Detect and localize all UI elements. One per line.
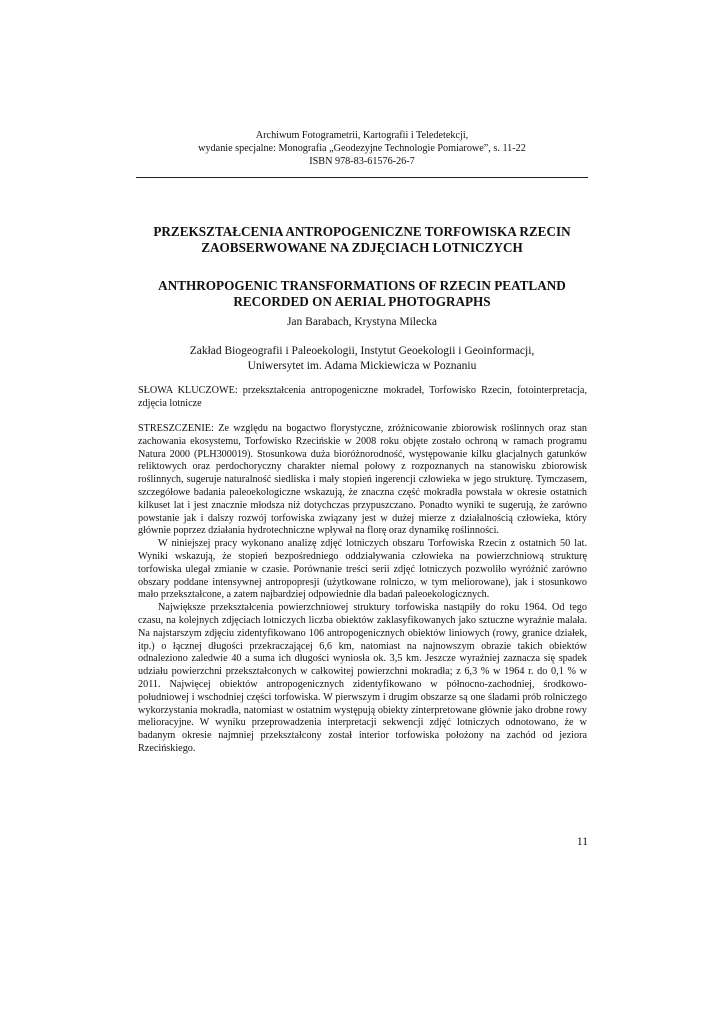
- title-polish-line-2: ZAOBSERWOWANE NA ZDJĘCIACH LOTNICZYCH: [201, 240, 523, 255]
- affiliation: [136, 344, 588, 374]
- abstract: [138, 423, 587, 756]
- header-divider: [136, 177, 588, 178]
- journal-name: Archiwum Fotogrametrii, Kartografii i Teledetekcji,: [255, 130, 469, 141]
- abstract-paragraph-1: STRESZCZENIE: Ze względu na bogactwo florystyczne, zróżnicowanie zbiorowisk roślinnych oraz stan zachowania ekosystemu, Torfowisko Rzecińskie w 2008 roku objęte zostało ochroną w ramach programu Natura 2000 (PLH300019). Stosunkowa duża bioróżnorodność, występowanie kilku glacjalnych gatunków reliktowych oraz perdochoryczny charakter niemal połowy z rozpoznanych na stanowisku zbiorowisk roślinnych, sugeruje naturalność siedliska i mały stopień ingerencji człowieka w jego strukturę. Tymczasem, szczegółowe badania paleoekologiczne wskazują, że znaczna część mokradła powstała w okresie ostatnich kilkuset lat i jest znacznie młodsza niż dotychczas przypuszczano. Ponadto wyniki te sugerują, że zarówno powstanie jak i dalszy rozwój torfowiska związany jest w dużej mierze z działalnością człowieka, który głównie poprzez działania hydrotechniczne wpływał na florę oraz dynamikę roślinności.: [138, 423, 587, 537]
- title-english-line-1: ANTHROPOGENIC TRANSFORMATIONS OF RZECIN PEATLAND: [158, 278, 566, 293]
- title-polish-line-1: PRZEKSZTAŁCENIA ANTROPOGENICZNE TORFOWISKA RZECIN: [153, 224, 571, 239]
- journal-header: [136, 130, 588, 168]
- abstract-paragraph-3: Największe przekształcenia powierzchniowej struktury torfowiska nastąpiły do roku 1964. Od tego czasu, na kolejnych zdjęciach lotniczych liczba obiektów zaklasyfikowanych jako sztuczne wyraźnie malała. Na najstarszym zdjęciu zidentyfikowano 106 antropogenicznych obiektów liniowych (rowy, granice działek, itp.) o łącznej długości przekraczającej 6,6 km, natomiast na najnowszym obrazie takich obiektów odnaleziono zaledwie 40 a suma ich długości wyniosła ok. 3,5 km. Jeszcze wyraźniej zaznacza się spadek udziału powierzchni przekształconych w całkowitej powierzchni mokradła; z 6,3 % w 1964 r. do 0,1 % w 2011. Najwięcej obiektów antropogenicznych zidentyfikowano w północno-zachodniej, środkowo-południowej i wschodniej części torfowiska. W pierwszym i drugim obszarze są one śladami prób rolniczego wykorzystania mokradła, natomiast w ostatnim występują obiekty zinterpretowane głównie jako drobne rowy melioracyjne. W wyniku przeprowadzenia interpretacji sekwencji zdjęć lotniczych odnotowano, że w badanym okresie najmniej przekształcony został interior torfowiska położony na zachód od jeziora Rzecińskiego.: [138, 602, 587, 754]
- affiliation-line-2: Uniwersytet im. Adama Mickiewicza w Poznaniu: [247, 360, 477, 372]
- authors: Jan Barabach, Krystyna Milecka: [286, 316, 438, 328]
- title-polish: [136, 224, 588, 256]
- keywords: SŁOWA KLUCZOWE: przekształcenia antropogeniczne mokradeł, Torfowisko Rzecin, fotointerpretacja, zdjęcia lotnicze: [138, 385, 587, 409]
- journal-issue: wydanie specjalne: Monografia „Geodezyjne Technologie Pomiarowe”, s. 11-22: [198, 142, 526, 154]
- title-english-line-2: RECORDED ON AERIAL PHOTOGRAPHS: [233, 294, 491, 309]
- isbn: ISBN 978-83-61576-26-7: [309, 155, 415, 167]
- affiliation-line-1: Zakład Biogeografii i Paleoekologii, Instytut Geoekologii i Geoinformacji,: [189, 345, 535, 357]
- page-number: 11: [576, 836, 588, 848]
- title-english: [136, 278, 588, 310]
- abstract-paragraph-2: W niniejszej pracy wykonano analizę zdjęć lotniczych obszaru Torfowiska Rzecin z ostatnich 50 lat. Wyniki wskazują, że stopień bezpośredniego oddziaływania człowieka na powierzchniową strukturę torfowiska ulegał zmianie w czasie. Porównanie treści serii zdjęć lotniczych pozwoliło wyróżnić zarówno obszary poddane intensywnej antropopresji (użytkowane rolniczo, w tym meliorowane), jak i stosunkowo mało przekształcone, a zatem najbardziej odpowiednie dla badań paleoekologicznych.: [138, 538, 587, 601]
